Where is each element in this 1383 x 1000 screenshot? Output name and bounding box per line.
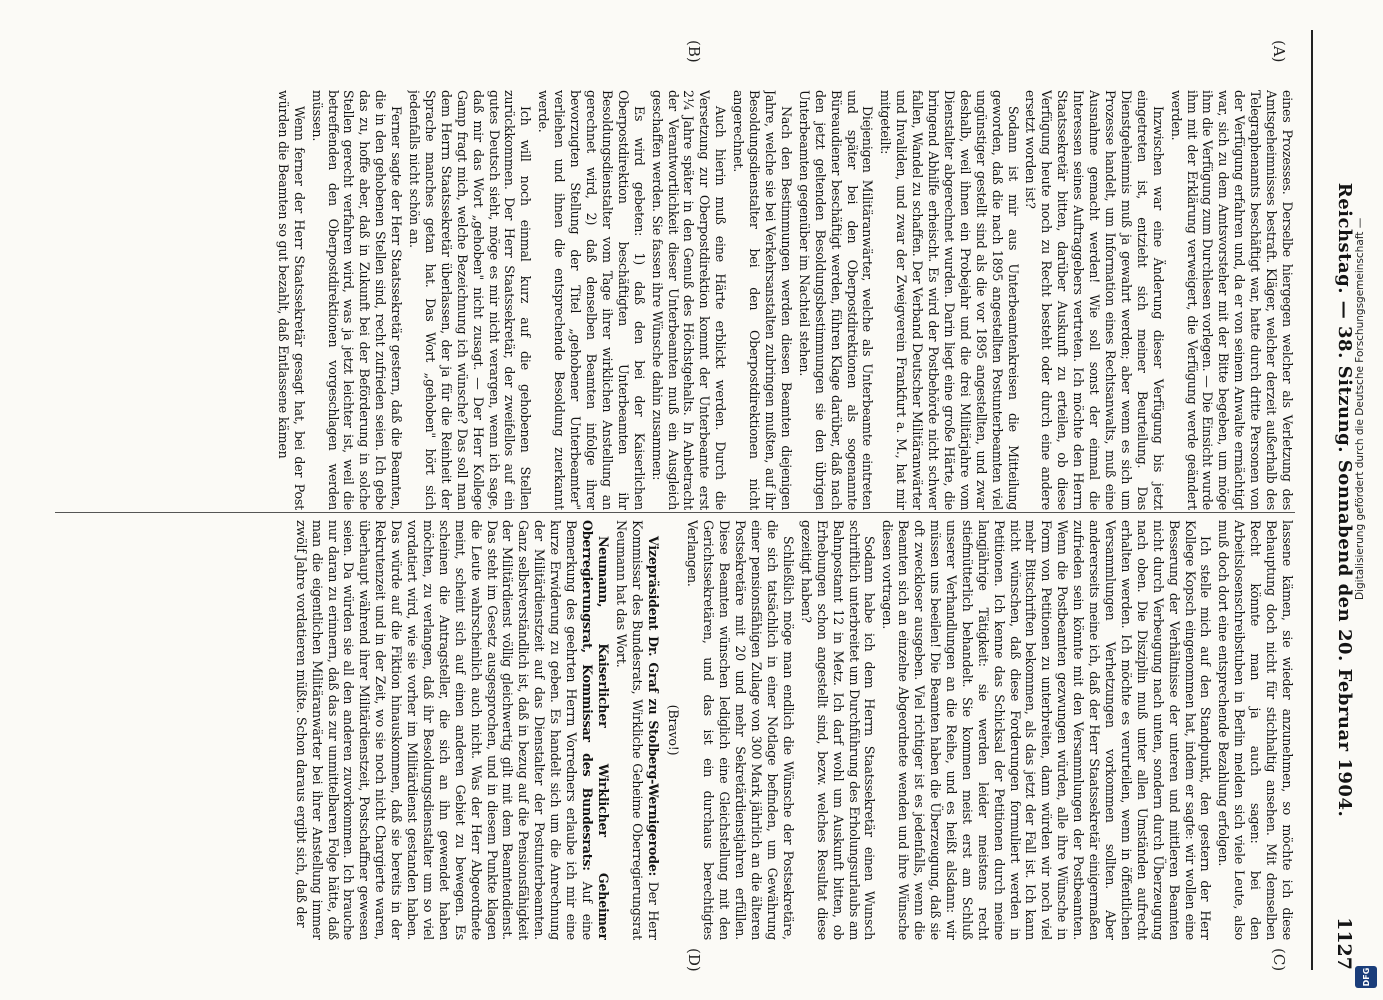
- dfg-logo: DFG: [1355, 966, 1377, 988]
- column-divider: [55, 512, 1295, 513]
- margin-mark-b: (B): [685, 40, 703, 63]
- right-column: [45, 520, 1295, 940]
- paragraph: Wenn ferner der Herr Staatssekretär gesagt hat, bei der Post würden die Beamten so gut bezahlt, daß Entlassene kämen: [275, 90, 307, 510]
- speaker-paragraph: [293, 520, 611, 940]
- paragraph: Diejenigen Militäranwärter, welche als Unterbeamte eintreten und später bei den Oberpostdirektionen als sogenannte Büreaudiener beschäftigt werden, führen Klage darüber, daß nach den jetzt geltenden Besoldungsbestimmungen sie den übrigen Unterbeamten gegenüber im Nachteil stehen.: [796, 90, 876, 510]
- margin-mark-d: (D): [685, 948, 703, 972]
- paragraph: Sodann ist mir aus Unterbeamtenkreisen die Mitteilung geworden, daß die nach 1895 angestellten Postunterbeamten viel ungünstiger gestellt sind als die vor 1895 angestellten, und zwar deshalb, weil ihnen ein Probejahr und die drei Militärjahre vom Dienstalter abgerechnet wurden. Darin liegt eine große Härte, die bringend Abhilfe erheischt. Es wird der Postbehörde nicht schwer fallen, Wandel zu schaffen. Der Verband Deutscher Militäranwärter und Invaliden, und zwar der Zweigverein Frankfurt a. M., hat mir mitgeteilt:: [878, 90, 1021, 510]
- paragraph: Ich stelle mich auf den Standpunkt, den gestern der Herr Kollege Kopsch eingenommen hat, indem er sagte: wir wollen eine Besserung der Verhältnisse der unteren und mittleren Beamten nicht durch Verbeugung nach unten, sondern durch Überzeugung nach oben. Die Disziplin muß unter allen Umständen aufrecht erhalten werden. Ich möchte es verurteilen, wenn in öffentlichen Versammlungen Verhetzungen vorkommen sollten. Aber andererseits meine ich, daß der Herr Staatssekretär einigermaßen zufrieden sein könnte mit den Versammlungen der Postbeamten. Wenn die Postbeamten gezwungen würden, alle ihre Wünsche in Form von Petitionen zu unterbreiten, dann würden wir noch viel mehr Bittschriften bekommen, als das jetzt der Fall ist. Ich kann nicht wünschen, daß diese Forderungen formuliert werden in Petitionen. Ich kenne das Schicksal der Petitionen durch meine langjährige Tätigkeit: sie werden leider meistens recht stiefmütterlich behandelt. Sie kommen meist erst am Schluß unserer Verhandlungen an die Reihe, und es heißt alsdann: wir müssen uns beeilen! Die Beamten haben die Überzeugung, daß sie oft zweckloser ausgeben. Viel richtiger ist es jedenfalls, wenn die Beamten sich an einzelne Abgeordnete wenden und ihre Wünsche diesen vortragen.: [880, 520, 1214, 940]
- paragraph: Nach den Bestimmungen werden diesen Beamten diejenigen Jahre, welche sie bei Verkehrsanstalten zubringen mußten, auf ihr Besoldungsdienstalter bei den Oberpostdirektionen nicht angerechnet.: [731, 90, 794, 510]
- speaker-label: Neumann, Kaiserlicher Wirklicher Geheimer Oberregierungsrat, Kommissar des Bundesrats:: [580, 520, 611, 940]
- paragraph: Es wird gebeten: 1) daß den bei der Kaiserlichen Oberpostdirektion beschäftigten Unterbeamten ihr Besoldungsdienstalter vom Tage ihrer wirklichen Anstellung an gerechnet wird, 2) daß denselben Beamten infolge ihrer bevorzugten Stellung der Titel „gehobener Unterbeamter" verliehen und ihnen die entsprechende Besoldung zuerkannt werde.: [536, 90, 647, 510]
- margin-mark-c: (C): [1270, 948, 1288, 972]
- page-number: 1127: [1333, 917, 1355, 970]
- left-column: [45, 90, 1295, 510]
- paragraph: Sodann habe ich dem Herrn Staatssekretär einen Wunsch schriftlich unterbreitet um Durchführung des Erholungsurlaubs am Bahnpostamt 12 in Metz. Ich darf wohl um Auskunft bitten, ob Erhebungen schon angestellt sind, bezw. welches Resultat diese gezeitigt haben?: [798, 520, 878, 940]
- footer-strip: [1352, 0, 1383, 1000]
- funding-credit: Digitalisierung gefördert durch die Deutsche Forschungsgemeinschaft —: [1354, 217, 1366, 600]
- paragraph: Schließlich möge man endlich die Wünsche der Postsekretäre, die sich tatsächlich in einer Notlage befinden, um Gewährung einer pensionsfähigen Zulage von 300 Mark jährlich an die älteren Postsekretäre mit 20 und mehr Sekretärdienstjahren erfüllen. Diese Beamten wünschen lediglich eine Gleichstellung mit den Gerichtssekretären, und das ist ein durchaus berechtigtes Verlangen.: [685, 520, 796, 940]
- paragraph: eines Prozesses. Derselbe hiergegen welcher als Verletzung des Amtsgeheimnisses bestraft. Kläger, welcher derzeit außerhalb des Telegraphenamts beschäftigt war, hatte durch dritte Personen von der Verfügung erfahren und, da er von seinem Anwalte ermächtigt war, sich zu dem Amtsvorsteher mit der Bitte begeben, um möge ihm die Verfügung zum Durchlesen vorlegen. — Die Einsicht wurde ihm mit der Erklärung verweigert, die Verfügung werde geändert werden.: [1168, 90, 1295, 510]
- vice-president-label: Vizepräsident Dr. Graf zu Stolberg-Wernigerode:: [645, 536, 661, 877]
- paragraph: Inzwischen war eine Änderung dieser Verfügung bis jetzt eingetreten ist, entzieht sich meiner Beurteilung. Das Dienstgeheimnis muß ja gewahrt werden; aber wenn es sich um Prozesse handelt, um Information eines Rechtsanwalts, muß eine Ausnahme gemacht werden! Wie soll sonst der einmal die Interessen seines Auftraggebers vertreten. Ich möchte den Herrn Staatssekretär bitten, darüber Auskunft zu erteilen, ob diese Verfügung heute noch zu Recht besteht oder durch eine andere ersetzt worden ist?: [1023, 90, 1166, 510]
- vice-president-text: Der Herr Kommissar des Bundesrats, Wirkliche Geheime Oberregierungsrat Neumann hat das Wort.: [613, 520, 661, 940]
- paragraph: Ferner sagte der Herr Staatssekretär gestern, daß die Beamten, die in den gehobenen Stellen sind, recht zufrieden seien. Ich gebe das zu, hoffe aber, daß in Zukunft bei der Beförderung in solche Stellen gerecht verfahren wird, was ja jetzt leichter ist, weil die betreffenden den Oberpostdirektionen vorgeschlagen werden müssen.: [309, 90, 405, 510]
- speaker-text: Auf eine Bemerkung des geehrten Herrn Vorredners erlaube ich mir eine kurze Erwiderung zu geben. Es handelt sich um die Anrechnung der Militärdienstzeit auf das Dienstalter der Postunterbeamten. Ganz selbstverständlich ist, daß in bezug auf die Pensionsfähigkeit der Militärdienst völlig gleichwertig gilt mit dem Beamtendienst. Das steht im Gesetz ausgesprochen, und in diesem Punkte klagen die Leute wahrscheinlich auch nicht. Was der Herr Abgeordnete meint, scheint sich auf einen anderen Gebiet zu bewegen. Es scheinen die Antragsteller, die sich an ihn gewendet haben möchten, zu verlangen, daß ihr Besoldungsdienstalter um so viel vordatiert wird, wie sie vorher im Militärdienst gestanden haben. Das würde auf die Fiktion hinauskommen, daß sie bereits in der Rekrutenzeit und in der Zeit, wo sie noch nicht Chargierte waren, überhaupt während ihrer Militärdienstzeit, Postschaffner gewesen seien. Da würden sie all den anderen zuvorkommen. Ich brauche nur daran zu erinnern, daß das zur unmittelbaren Folge hätte, daß man die eigentlichen Militäranwärter bei ihrer Anstellung immer zwölf Jahre vordatieren müßte. Schon daraus ergibt sich, daß der: [293, 520, 596, 940]
- paragraph: Ich will noch einmal kurz auf die gehobenen Stellen zurückkommen. Der Herr Staatssekretär, der zweifellos auf ein gutes Deutsch sieht, möge es mir nicht verargen, wenn ich sage, daß mir das Wort „gehoben" nicht zusagt. — Der Herr Kollege Gamp fragt mich, welche Bezeichnung ich wünsche? Das soll man dem Herrn Staatssekretär überlassen, der ja für die Reinheit der Sprache manches getan hat. Das Wort „gehoben" hört sich jedenfalls nicht schön an.: [407, 90, 534, 510]
- margin-mark-a: (A): [1270, 40, 1288, 63]
- paragraph: Auch hierin muß eine Härte erblickt werden. Durch die Versetzung zur Oberpostdirektion kommt der Unterbeamte erst 2¼ Jahre später in den Genuß des Höchstgehalts. In Anbetracht der Verantwortlichkeit dieser Unterbeamten muß ein Ausgleich geschaffen werden. Sie fassen ihre Wünsche dahin zusammen:: [649, 90, 729, 510]
- paragraph: lassene kämen, sie wieder anzunehmen, so möchte ich diese Behauptung doch nicht für stichhaltig ansehen. Mit demselben Recht könnte man ja auch sagen: bei den Arbeitslosenschreibstuben in Berlin melden sich viele Leute, also muß doch dort eine entsprechende Bezahlung erfolgen.: [1216, 520, 1295, 940]
- applause-note: (Bravo!): [665, 704, 681, 756]
- vice-president-paragraph: [613, 520, 661, 940]
- running-title: Reichstag. — 38. Sitzung. Sonnabend den 20. Februar 1904.: [1334, 182, 1355, 818]
